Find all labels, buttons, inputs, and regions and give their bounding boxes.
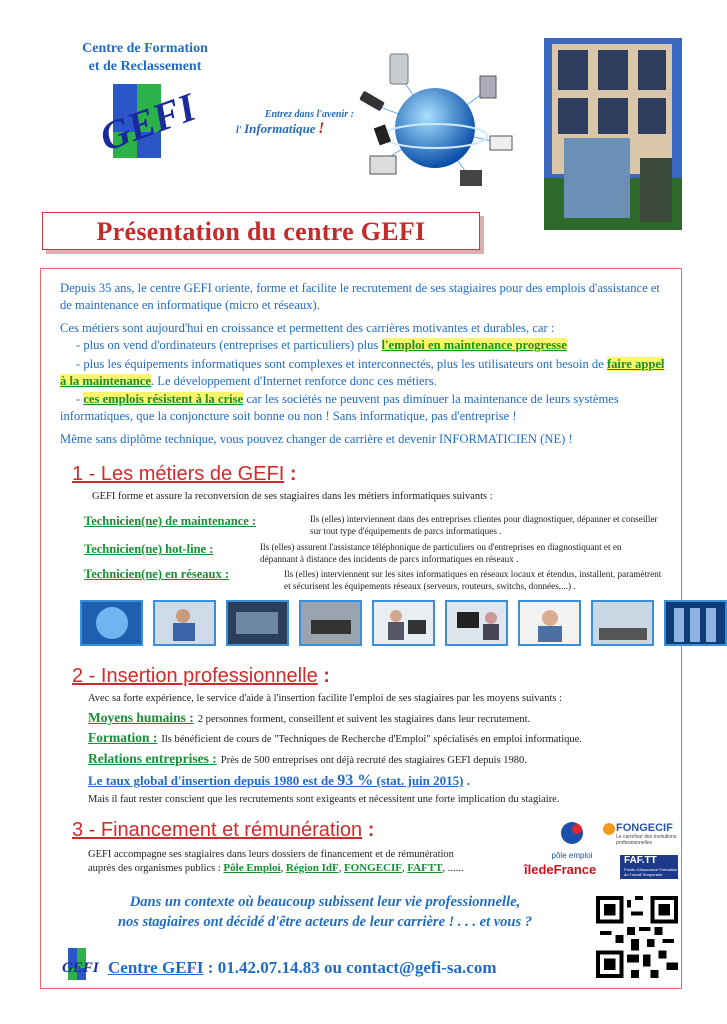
role-network-desc: Ils (elles) interviennent sur les sites informatiques en réseaux locaux et étendus, installent, paramètrent et sécurisent les équipements réseaux (serveurs, routeurs, switchs, données,...) . xyxy=(284,569,662,591)
network-globe-illustration xyxy=(350,48,520,198)
intro-bullet-1 xyxy=(60,337,670,354)
org-name xyxy=(60,40,230,76)
footer-logo-lettering: GEFI xyxy=(62,960,99,976)
bullet-1-text: - plus on vend d'ordinateurs (entreprises et particuliers) plus xyxy=(76,338,382,352)
photo-strip xyxy=(80,600,660,648)
footer-centre-link[interactable]: Centre GEFI xyxy=(108,958,204,977)
photo-headset xyxy=(518,600,581,646)
org-sep-4: , ...... xyxy=(442,863,464,874)
tagline-line-1: Entrez dans l'avenir : xyxy=(264,109,354,120)
footer-contact xyxy=(108,958,588,978)
section-3-colon: : xyxy=(367,819,375,841)
closing-line-1: Dans un contexte où beaucoup subissent leur vie professionnelle, xyxy=(129,894,521,910)
photo-classroom xyxy=(591,600,654,646)
org-line-1: Centre de Formation xyxy=(82,41,208,56)
faftt-logo xyxy=(620,855,678,879)
role-hotline-desc: Ils (elles) assurent l'assistance téléphonique de particuliers ou d'entreprises en diagnostiquant et en dépannant à distance des incidents de parcs informatiques en réseaux . xyxy=(260,542,622,564)
tagline-word: Informatique xyxy=(244,121,316,136)
financing-line-2 xyxy=(88,862,518,875)
section-1-colon: : xyxy=(289,463,297,485)
insertion-item-2-text: Ils bénéficient de cours de "Techniques de Recherche d'Emploi" spécialisés en emploi informatique. xyxy=(161,734,582,745)
photo-keyboard xyxy=(299,600,362,646)
insertion-rate-dot: . xyxy=(463,773,470,788)
photo-globe xyxy=(80,600,143,646)
photo-circuit xyxy=(226,600,289,646)
photo-desk xyxy=(445,600,508,646)
role-hotline xyxy=(84,540,213,558)
role-maintenance-name: Technicien(ne) de maintenance : xyxy=(84,514,257,528)
insertion-item-2 xyxy=(88,729,668,747)
photo-servers xyxy=(664,600,727,646)
org-sep-2: , xyxy=(338,863,344,874)
fongecif-logo-sub: Le carrefour des évolutions professionnelles xyxy=(616,834,677,846)
pole-emploi-logo xyxy=(544,820,600,860)
photo-technician xyxy=(153,600,216,646)
fongecif-logo xyxy=(602,822,680,852)
bullet-3-highlight: ces emplois résistent à la crise xyxy=(83,392,244,406)
photo-office xyxy=(372,600,435,646)
section-3-title: 3 - Financement et rémunération xyxy=(72,819,363,841)
insertion-item-3 xyxy=(88,750,668,768)
ile-de-france-logo xyxy=(524,862,612,882)
role-hotline-name: Technicien(ne) hot-line : xyxy=(84,542,214,556)
org-sep-1: , xyxy=(280,863,286,874)
page-title: Présentation du centre GEFI xyxy=(96,217,426,246)
role-network xyxy=(84,565,229,583)
bullet-3-tail: car les sociétés ne peuvent pas diminuer la maintenance de leurs systèmes informatiques, que la conjoncture soit bonne ou non ! Sans informatique, pas d'entreprise ! xyxy=(60,392,619,423)
section-2-colon: : xyxy=(323,665,330,687)
intro-paragraph-1: Depuis 35 ans, le centre GEFI oriente, forme et facilite le recrutement de ses stagiaires pour des emplois d'assistance et de maintenance en informatique (micro et réseaux). xyxy=(60,281,660,312)
footer-contact-details: : 01.42.07.14.83 ou contact@gefi-sa.com xyxy=(203,958,497,977)
role-maintenance xyxy=(84,512,256,530)
faftt-logo-text: FAF.TT xyxy=(624,855,657,866)
org-line-2: et de Reclassement xyxy=(88,59,202,74)
financing-line-1: GEFI accompagne ses stagiaires dans leurs dossiers de financement et de rémunération xyxy=(88,849,454,860)
section-2-intro: Avec sa forte expérience, le service d'aide à l'insertion facilite l'emploi de ses stagiaires par les moyens suivants : xyxy=(88,693,563,704)
org-link-fongecif[interactable]: FONGECIF xyxy=(343,862,402,874)
section-2-heading xyxy=(72,664,330,688)
ile-de-france-logo-text: îledeFrance xyxy=(524,862,597,877)
role-maintenance-desc: Ils (elles) interviennent dans des entreprises clientes pour diagnostiquer, dépanner et conseiller sur tout type d'équipements de parcs informatiques . xyxy=(310,514,658,536)
tagline-exclamation: ! xyxy=(318,120,325,137)
insertion-item-1-label: Moyens humains : xyxy=(88,710,194,725)
insertion-note: Mais il faut rester conscient que les recrutements sont exigeants et nécessitent une forte implication du stagiaire. xyxy=(88,794,560,805)
logo-lettering: GEFI xyxy=(93,84,202,160)
qr-code xyxy=(596,896,678,978)
org-link-pole-emploi[interactable]: Pôle Emploi xyxy=(223,862,281,874)
bullet-2-tail: . Le développement d'Internet renforce donc ces métiers. xyxy=(150,374,437,388)
intro-bullet-3 xyxy=(60,391,670,425)
org-link-region[interactable]: Région IdF xyxy=(285,862,339,874)
footer-logo xyxy=(60,946,99,982)
insertion-item-3-label: Relations entreprises : xyxy=(88,751,217,766)
section-2-title: 2 - Insertion professionnelle xyxy=(72,665,318,687)
intro-paragraph-3: Même sans diplôme technique, vous pouvez changer de carrière et devenir INFORMATICIEN (NE) ! xyxy=(60,432,573,446)
section-1-heading xyxy=(72,462,297,486)
bullet-2-highlight: faire appel à la maintenance xyxy=(60,357,665,388)
closing-message xyxy=(60,892,590,932)
insertion-rate-prefix: Le taux global d'insertion depuis 1980 est de xyxy=(88,773,338,788)
insertion-item-1-text: 2 personnes forment, conseillent et suivent les stagiaires dans leur recrutement. xyxy=(197,714,531,725)
tagline-prefix: l' xyxy=(236,125,242,136)
intro-bullet-2 xyxy=(60,356,670,390)
insertion-item-1 xyxy=(88,709,668,727)
fongecif-logo-text: FONGECIF xyxy=(616,822,673,834)
insertion-rate xyxy=(88,772,668,790)
bullet-3-dash: - xyxy=(76,392,84,406)
insertion-rate-value: 93 % xyxy=(337,772,374,789)
title-box xyxy=(42,212,480,250)
closing-line-2: nos stagiaires ont décidé d'être acteurs de leur carrière ! . . . et vous ? xyxy=(117,914,533,930)
building-photo xyxy=(544,38,682,230)
pole-emploi-logo-text: pôle emploi xyxy=(551,851,593,860)
org-link-faftt[interactable]: FAFTT xyxy=(407,862,443,874)
section-1-title: 1 - Les métiers de GEFI xyxy=(72,463,285,485)
financing-line-2-prefix: auprès des organismes publics : xyxy=(88,863,224,874)
bullet-2-text: - plus les équipements informatiques sont complexes et interconnectés, plus les utilisateurs ont besoin de xyxy=(76,357,607,371)
intro-paragraph-2: Ces métiers sont aujourd'hui en croissance et permettent des carrières motivantes et durables, car : xyxy=(60,321,555,335)
faftt-logo-sub: Fonds d'Assurance Formation du Travail Temporaire xyxy=(624,867,678,877)
tagline xyxy=(222,108,354,138)
bullet-1-highlight: l'emploi en maintenance progresse xyxy=(381,338,567,352)
role-network-name: Technicien(ne) en réseaux : xyxy=(84,567,230,581)
section-3-heading xyxy=(72,818,374,842)
org-sep-3: , xyxy=(402,863,408,874)
section-1-intro: GEFI forme et assure la reconversion de ses stagiaires dans les métiers informatiques suivants : xyxy=(92,491,493,502)
insertion-item-3-text: Près de 500 entreprises ont déjà recruté des stagiaires GEFI depuis 1980. xyxy=(220,755,527,766)
insertion-item-2-label: Formation : xyxy=(88,730,158,745)
gefi-logo xyxy=(93,80,202,160)
insertion-rate-suffix: (stat. juin 2015) xyxy=(373,773,464,788)
